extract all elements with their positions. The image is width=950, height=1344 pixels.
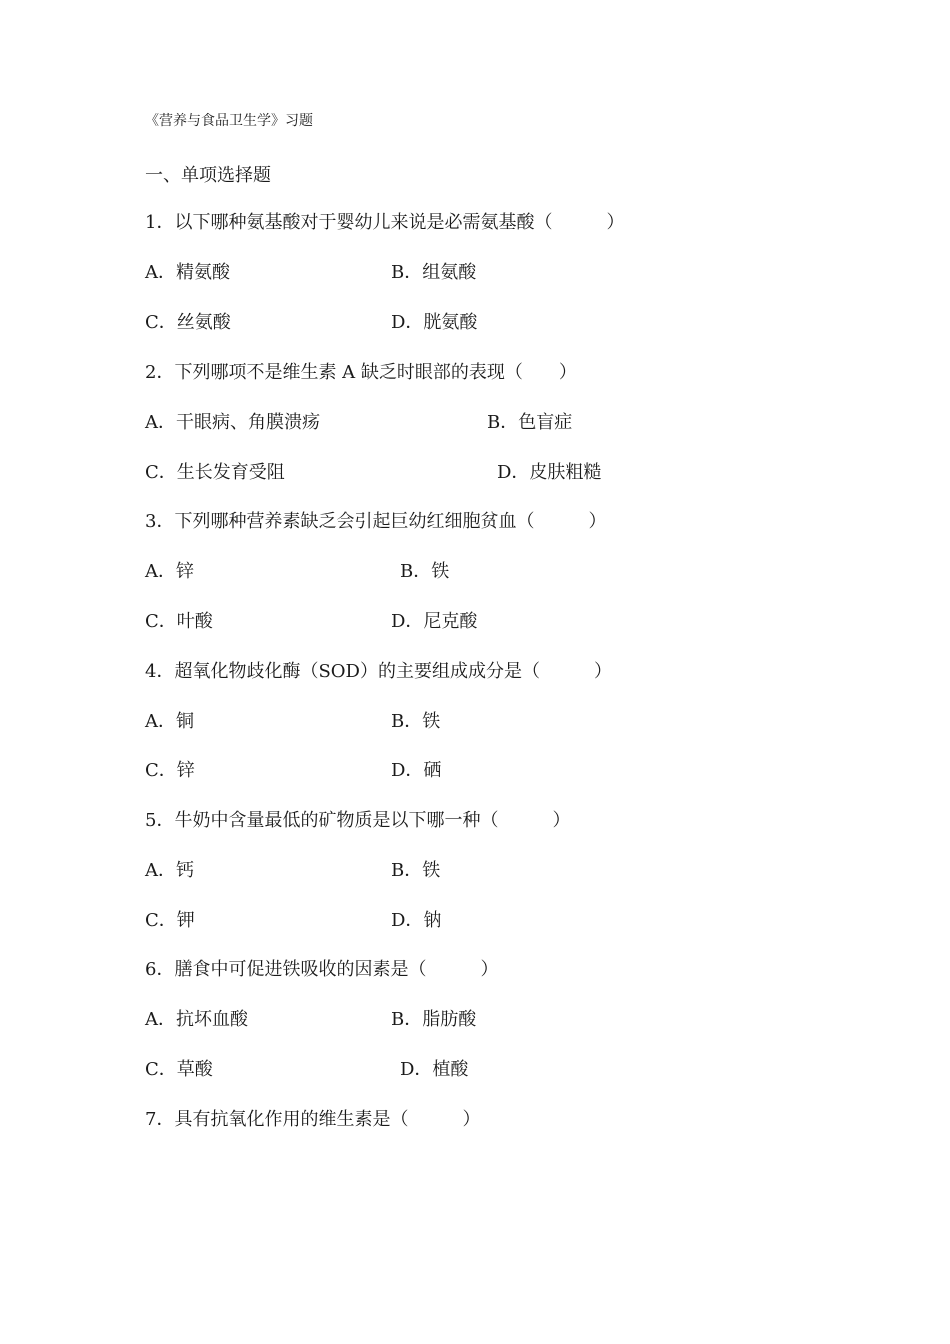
question-3-option-c: C．叶酸 <box>145 611 213 632</box>
question-1-option-b: B．组氨酸 <box>391 262 477 283</box>
question-6-option-c: C．草酸 <box>145 1059 213 1080</box>
question-4-option-a: A．铜 <box>145 711 194 732</box>
question-3-option-b: B．铁 <box>400 561 450 582</box>
question-4-stem: 4．超氧化物歧化酶（SOD）的主要组成成分是（ ） <box>145 661 612 682</box>
question-1-stem: 1．以下哪种氨基酸对于婴幼儿来说是必需氨基酸（ ） <box>145 212 625 233</box>
question-7-stem: 7．具有抗氧化作用的维生素是（ ） <box>145 1109 481 1130</box>
question-3-option-a: A．锌 <box>145 561 194 582</box>
question-4-option-d: D．硒 <box>391 760 442 781</box>
question-4-option-b: B．铁 <box>391 711 441 732</box>
question-3-stem: 3．下列哪种营养素缺乏会引起巨幼红细胞贫血（ ） <box>145 511 607 532</box>
question-5-option-a: A．钙 <box>145 860 194 881</box>
question-2-stem: 2．下列哪项不是维生素 A 缺乏时眼部的表现（ ） <box>145 362 577 383</box>
question-1-option-a: A．精氨酸 <box>145 262 230 283</box>
question-5-option-c: C．钾 <box>145 910 195 931</box>
question-6-option-a: A．抗坏血酸 <box>145 1009 248 1030</box>
section-heading: 一、单项选择题 <box>145 165 271 186</box>
question-1-option-c: C．丝氨酸 <box>145 312 231 333</box>
question-1-option-d: D．胱氨酸 <box>391 312 478 333</box>
question-6-option-b: B．脂肪酸 <box>391 1009 477 1030</box>
question-2-option-c: C．生长发育受阻 <box>145 462 285 483</box>
question-2-option-b: B．色盲症 <box>487 412 573 433</box>
question-3-option-d: D．尼克酸 <box>391 611 478 632</box>
question-5-option-d: D．钠 <box>391 910 442 931</box>
question-5-stem: 5．牛奶中含量最低的矿物质是以下哪一种（ ） <box>145 810 571 831</box>
question-6-option-d: D．植酸 <box>400 1059 469 1080</box>
question-5-option-b: B．铁 <box>391 860 441 881</box>
question-4-option-c: C．锌 <box>145 760 195 781</box>
question-2-option-a: A．干眼病、角膜溃疡 <box>145 412 320 433</box>
question-6-stem: 6．膳食中可促进铁吸收的因素是（ ） <box>145 959 499 980</box>
document-title: 《营养与食品卫生学》习题 <box>145 113 313 129</box>
question-2-option-d: D．皮肤粗糙 <box>497 462 602 483</box>
